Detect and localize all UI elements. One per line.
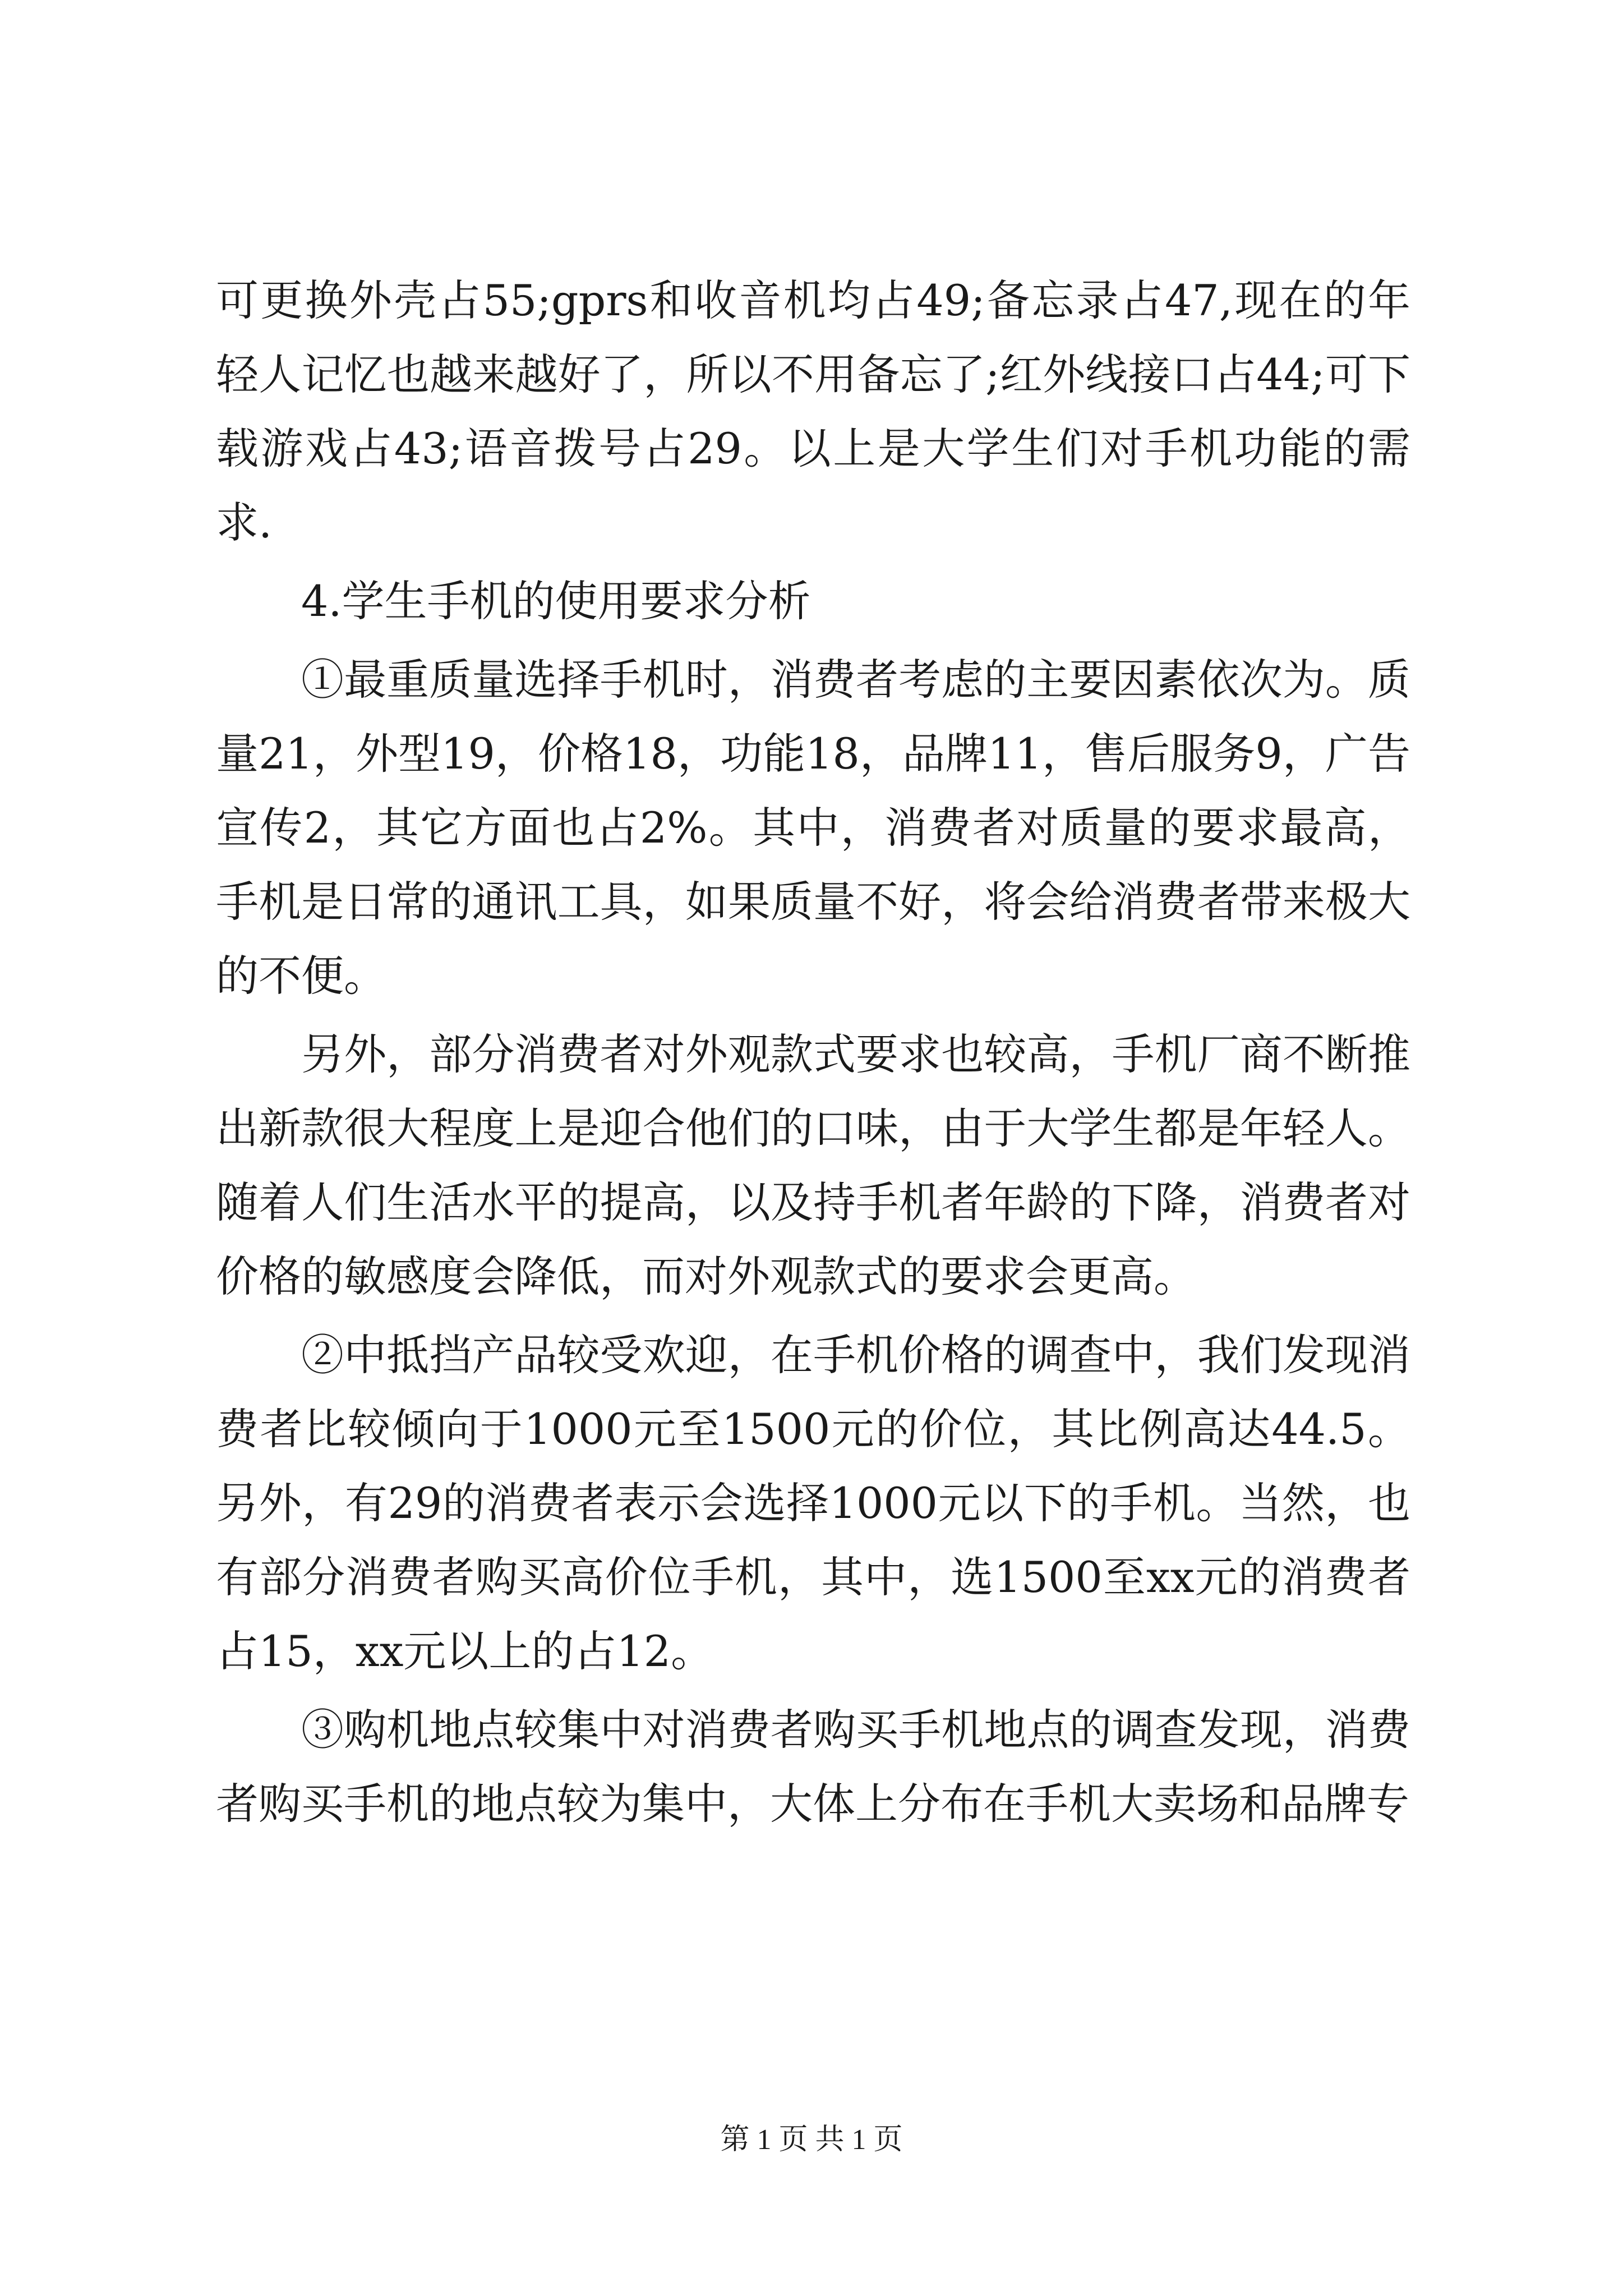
paragraph-5: ②中抵挡产品较受欢迎，在手机价格的调查中，我们发现消费者比较倾向于1000元至1500元的价位，其比例高达44.5。另外，有29的消费者表示会选择1000元以下的手机。当然，也有部分消费者购买高价位手机，其中，选1500至xx元的消费者占15，xx元以上的占12。: [216, 1330, 1410, 1676]
page-footer: 第 1 页 共 1 页: [720, 2124, 903, 2156]
paragraph-6: ③购机地点较集中对消费者购买手机地点的调查发现，消费者购买手机的地点较为集中，大体上分布在手机大卖场和品牌专: [216, 1705, 1410, 1829]
paragraph-4: 另外，部分消费者对外观款式要求也较高，手机厂商不断推出新款很大程度上是迎合他们的口味，由于大学生都是年轻人。随着人们生活水平的提高，以及持手机者年龄的下降，消费者对价格的敏感度会降低，而对外观款式的要求会更高。: [216, 1029, 1410, 1301]
paragraph-1: 可更换外壳占55;gprs和收音机均占49;备忘录占47,现在的年轻人记忆也越来越好了，所以不用备忘了;红外线接口占44;可下载游戏占43;语音拨号占29。以上是大学生们对手机功能的需求.: [216, 275, 1410, 547]
paragraph-2-heading: 4.学生手机的使用要求分析: [301, 576, 811, 626]
document-body: [216, 264, 1410, 1846]
paragraph-3: ①最重质量选择手机时，消费者考虑的主要因素依次为。质量21，外型19，价格18，功能18，品牌11，售后服务9，广告宣传2，其它方面也占2%。其中，消费者对质量的要求最高，手机是日常的通讯工具，如果质量不好，将会给消费者带来极大的不便。: [216, 655, 1410, 1001]
